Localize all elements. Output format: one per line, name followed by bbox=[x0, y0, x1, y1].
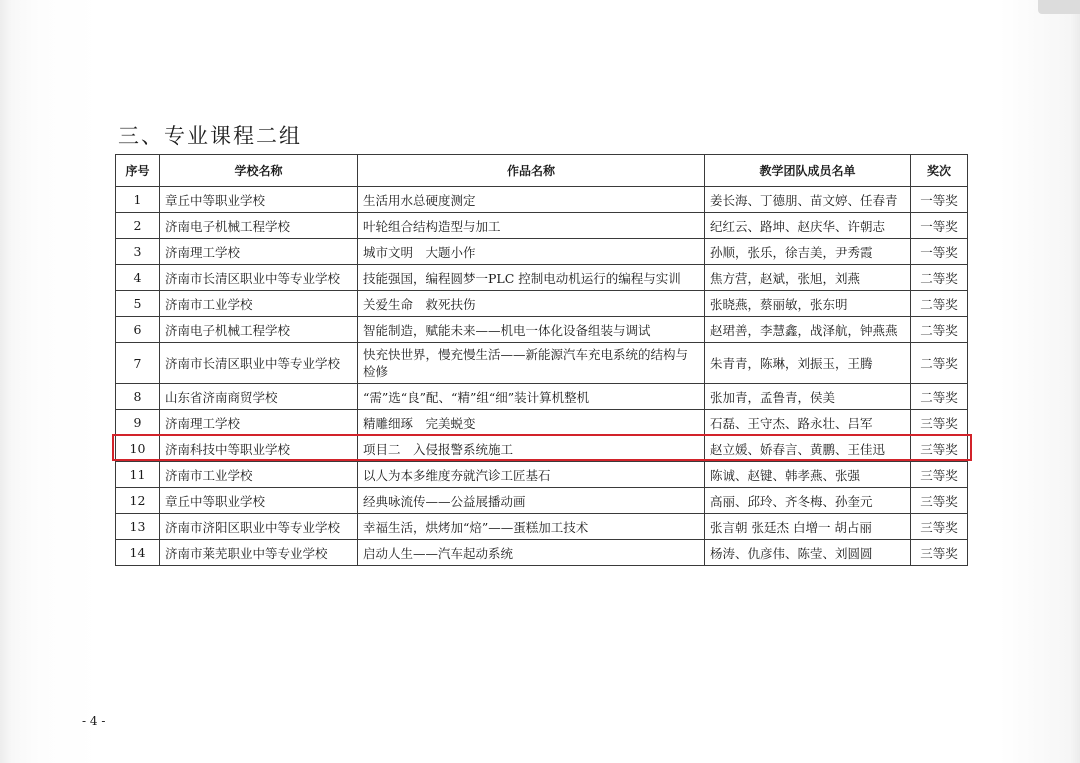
school-name: 章丘中等职业学校 bbox=[160, 187, 358, 213]
award-level: 一等奖 bbox=[911, 239, 968, 265]
team-members: 张加青，孟鲁青，侯美 bbox=[705, 384, 911, 410]
work-title: 叶轮组合结构造型与加工 bbox=[358, 213, 705, 239]
school-name: 济南市工业学校 bbox=[160, 462, 358, 488]
school-name: 济南理工学校 bbox=[160, 239, 358, 265]
award-level: 二等奖 bbox=[911, 317, 968, 343]
team-members: 孙顺，张乐，徐吉美，尹秀霞 bbox=[705, 239, 911, 265]
table-row bbox=[116, 462, 968, 488]
work-title: 以人为本多维度夯就汽诊工匠基石 bbox=[358, 462, 705, 488]
row-number: 5 bbox=[116, 291, 160, 317]
page-number: - 4 - bbox=[82, 714, 106, 728]
table-row bbox=[116, 317, 968, 343]
header-team: 教学团队成员名单 bbox=[705, 155, 911, 187]
school-name: 济南市工业学校 bbox=[160, 291, 358, 317]
team-members: 杨涛、仇彦伟、陈莹、刘圆圆 bbox=[705, 540, 911, 566]
school-name: 济南科技中等职业学校 bbox=[160, 436, 358, 462]
scan-corner-mark bbox=[1038, 0, 1080, 14]
table-row bbox=[116, 213, 968, 239]
team-members: 张晓燕，蔡丽敏，张东明 bbox=[705, 291, 911, 317]
table-row bbox=[116, 265, 968, 291]
school-name: 济南电子机械工程学校 bbox=[160, 213, 358, 239]
row-number: 8 bbox=[116, 384, 160, 410]
row-number: 3 bbox=[116, 239, 160, 265]
award-level: 三等奖 bbox=[911, 410, 968, 436]
row-number: 13 bbox=[116, 514, 160, 540]
header-award: 奖次 bbox=[911, 155, 968, 187]
team-members: 赵立媛、娇春言、黄鹏、王佳迅 bbox=[705, 436, 911, 462]
team-members: 石磊、王守杰、路永壮、吕军 bbox=[705, 410, 911, 436]
table-row bbox=[116, 187, 968, 213]
team-members: 焦方营，赵斌，张旭，刘燕 bbox=[705, 265, 911, 291]
school-name: 章丘中等职业学校 bbox=[160, 488, 358, 514]
row-number: 14 bbox=[116, 540, 160, 566]
row-number: 7 bbox=[116, 343, 160, 384]
awards-table bbox=[115, 154, 968, 566]
award-level: 三等奖 bbox=[911, 488, 968, 514]
team-members: 陈诚、赵键、韩孝燕、张强 bbox=[705, 462, 911, 488]
table-row bbox=[116, 384, 968, 410]
school-name: 济南电子机械工程学校 bbox=[160, 317, 358, 343]
work-title: 精雕细琢 完美蜕变 bbox=[358, 410, 705, 436]
work-title: 经典咏流传——公益展播动画 bbox=[358, 488, 705, 514]
award-level: 三等奖 bbox=[911, 540, 968, 566]
table-row bbox=[116, 410, 968, 436]
work-title: “需”选“良”配、“精”组“细”装计算机整机 bbox=[358, 384, 705, 410]
work-title: 项目二 入侵报警系统施工 bbox=[358, 436, 705, 462]
award-level: 三等奖 bbox=[911, 436, 968, 462]
award-level: 三等奖 bbox=[911, 514, 968, 540]
row-number: 9 bbox=[116, 410, 160, 436]
school-name: 山东省济南商贸学校 bbox=[160, 384, 358, 410]
team-members: 纪红云、路坤、赵庆华、许朝志 bbox=[705, 213, 911, 239]
row-number: 6 bbox=[116, 317, 160, 343]
header-no: 序号 bbox=[116, 155, 160, 187]
table-row bbox=[116, 291, 968, 317]
header-work: 作品名称 bbox=[358, 155, 705, 187]
row-number: 12 bbox=[116, 488, 160, 514]
team-members: 高丽、邱玲、齐冬梅、孙奎元 bbox=[705, 488, 911, 514]
school-name: 济南市济阳区职业中等专业学校 bbox=[160, 514, 358, 540]
award-level: 二等奖 bbox=[911, 265, 968, 291]
team-members: 赵珺善，李慧鑫，战泽航，钟燕燕 bbox=[705, 317, 911, 343]
row-number: 1 bbox=[116, 187, 160, 213]
work-title: 技能强国，编程圆梦一PLC 控制电动机运行的编程与实训 bbox=[358, 265, 705, 291]
row-number: 4 bbox=[116, 265, 160, 291]
school-name: 济南市长清区职业中等专业学校 bbox=[160, 265, 358, 291]
work-title: 幸福生活，烘烤加“焙”——蛋糕加工技术 bbox=[358, 514, 705, 540]
row-number: 2 bbox=[116, 213, 160, 239]
table-row bbox=[116, 343, 968, 384]
table-body bbox=[116, 187, 968, 566]
school-name: 济南市莱芜职业中等专业学校 bbox=[160, 540, 358, 566]
header-school: 学校名称 bbox=[160, 155, 358, 187]
award-level: 二等奖 bbox=[911, 384, 968, 410]
award-level: 三等奖 bbox=[911, 462, 968, 488]
work-title: 智能制造，赋能未来——机电一体化设备组装与调试 bbox=[358, 317, 705, 343]
work-title: 关爱生命 救死扶伤 bbox=[358, 291, 705, 317]
highlight-box bbox=[112, 434, 972, 461]
team-members: 姜长海、丁德朋、苗文婷、任春青 bbox=[705, 187, 911, 213]
work-title: 生活用水总硬度测定 bbox=[358, 187, 705, 213]
table-row bbox=[116, 488, 968, 514]
work-title: 城市文明 大题小作 bbox=[358, 239, 705, 265]
table-row bbox=[116, 514, 968, 540]
award-level: 一等奖 bbox=[911, 213, 968, 239]
work-title: 快充快世界，慢充慢生活——新能源汽车充电系统的结构与检修 bbox=[358, 343, 705, 384]
row-number: 10 bbox=[116, 436, 160, 462]
row-number: 11 bbox=[116, 462, 160, 488]
school-name: 济南市长清区职业中等专业学校 bbox=[160, 343, 358, 384]
award-level: 一等奖 bbox=[911, 187, 968, 213]
award-level: 二等奖 bbox=[911, 343, 968, 384]
table-header-row bbox=[116, 155, 968, 187]
team-members: 张言朝 张廷杰 白增一 胡占丽 bbox=[705, 514, 911, 540]
award-level: 二等奖 bbox=[911, 291, 968, 317]
work-title: 启动人生——汽车起动系统 bbox=[358, 540, 705, 566]
table-row bbox=[116, 540, 968, 566]
school-name: 济南理工学校 bbox=[160, 410, 358, 436]
section-title: 三、专业课程二组 bbox=[118, 124, 302, 148]
table-row bbox=[116, 239, 968, 265]
team-members: 朱青青，陈琳，刘振玉，王腾 bbox=[705, 343, 911, 384]
